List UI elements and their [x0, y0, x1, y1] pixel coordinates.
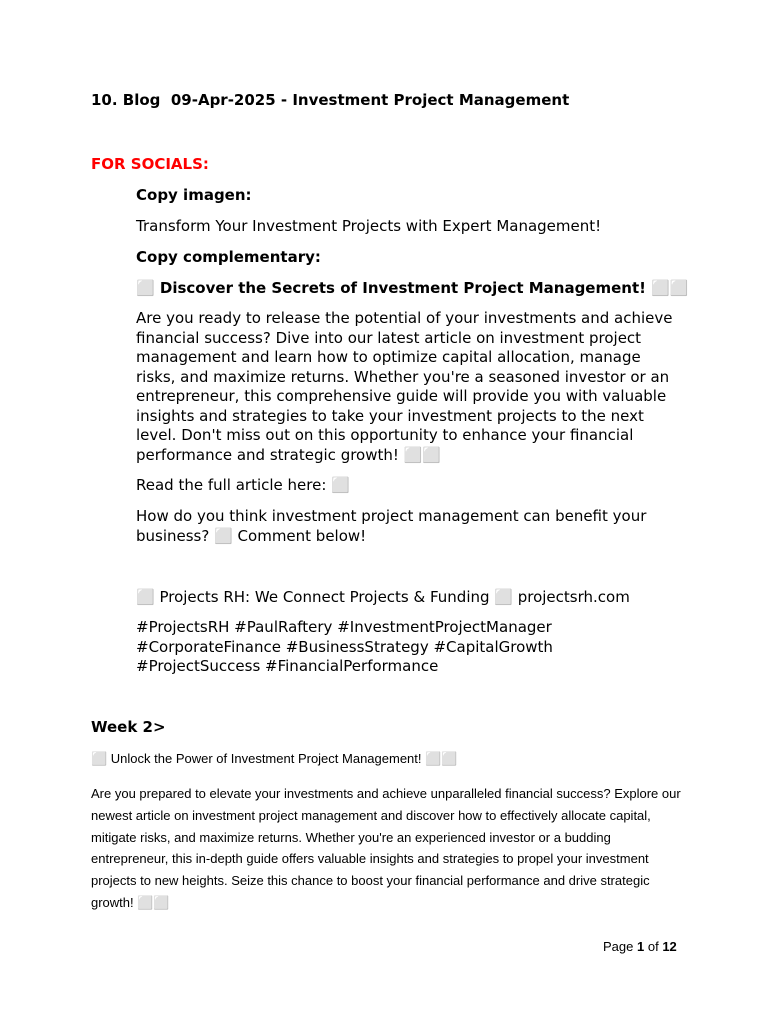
- social-paragraph: Are you ready to release the potential of your investments and achieve financial success? Dive into our latest article on investment project management and learn how to optimize capital allocation, manage risks, and maximize returns. Whether you're a seasoned investor or an entrepreneur, this comprehensive guide will provide you with valuable insights and strategies to take your investment projects to the next level. Don't miss out on this opportunity to enhance your financial performance and strategic growth! ⬜⬜: [136, 309, 673, 464]
- copy-image-label: Copy imagen:: [136, 186, 252, 204]
- social-headline: ⬜ Discover the Secrets of Investment Project Management! ⬜⬜: [136, 279, 689, 297]
- week2-label: Week 2>: [91, 718, 166, 736]
- week2-headline: ⬜ Unlock the Power of Investment Project Management! ⬜⬜: [91, 751, 458, 766]
- footer-current-page: 1: [637, 939, 645, 954]
- copy-image-text: Transform Your Investment Projects with Expert Management!: [136, 217, 602, 235]
- socials-label: FOR SOCIALS:: [91, 155, 209, 173]
- footer-of-word: of: [647, 939, 659, 954]
- document-title: 10. Blog 09-Apr-2025 - Investment Project Management: [91, 91, 570, 109]
- company-line: ⬜ Projects RH: We Connect Projects & Funding ⬜ projectsrh.com: [136, 588, 630, 606]
- hashtags: #ProjectsRH #PaulRaftery #InvestmentProjectManager #CorporateFinance #BusinessStrategy #CapitalGrowth #ProjectSuccess #FinancialPerformance: [136, 618, 553, 675]
- footer-page-word: Page: [603, 939, 634, 954]
- week2-paragraph: Are you prepared to elevate your investments and achieve unparalleled financial success? Explore our newest article on investment project management and discover how to effectively allocate capital, mitigate risks, and maximize returns. Whether you're an experienced investor or a budding entrepreneur, this in-depth guide offers valuable insights and strategies to propel your investment projects to new heights. Seize this chance to boost your financial performance and drive strategic growth! ⬜⬜: [91, 786, 681, 910]
- copy-complementary-label: Copy complementary:: [136, 248, 321, 266]
- page-footer: [603, 939, 677, 954]
- read-more-line: Read the full article here: ⬜: [136, 476, 350, 494]
- comment-question: How do you think investment project management can benefit your business? ⬜ Comment below!: [136, 507, 647, 545]
- footer-total-pages: 12: [662, 939, 677, 954]
